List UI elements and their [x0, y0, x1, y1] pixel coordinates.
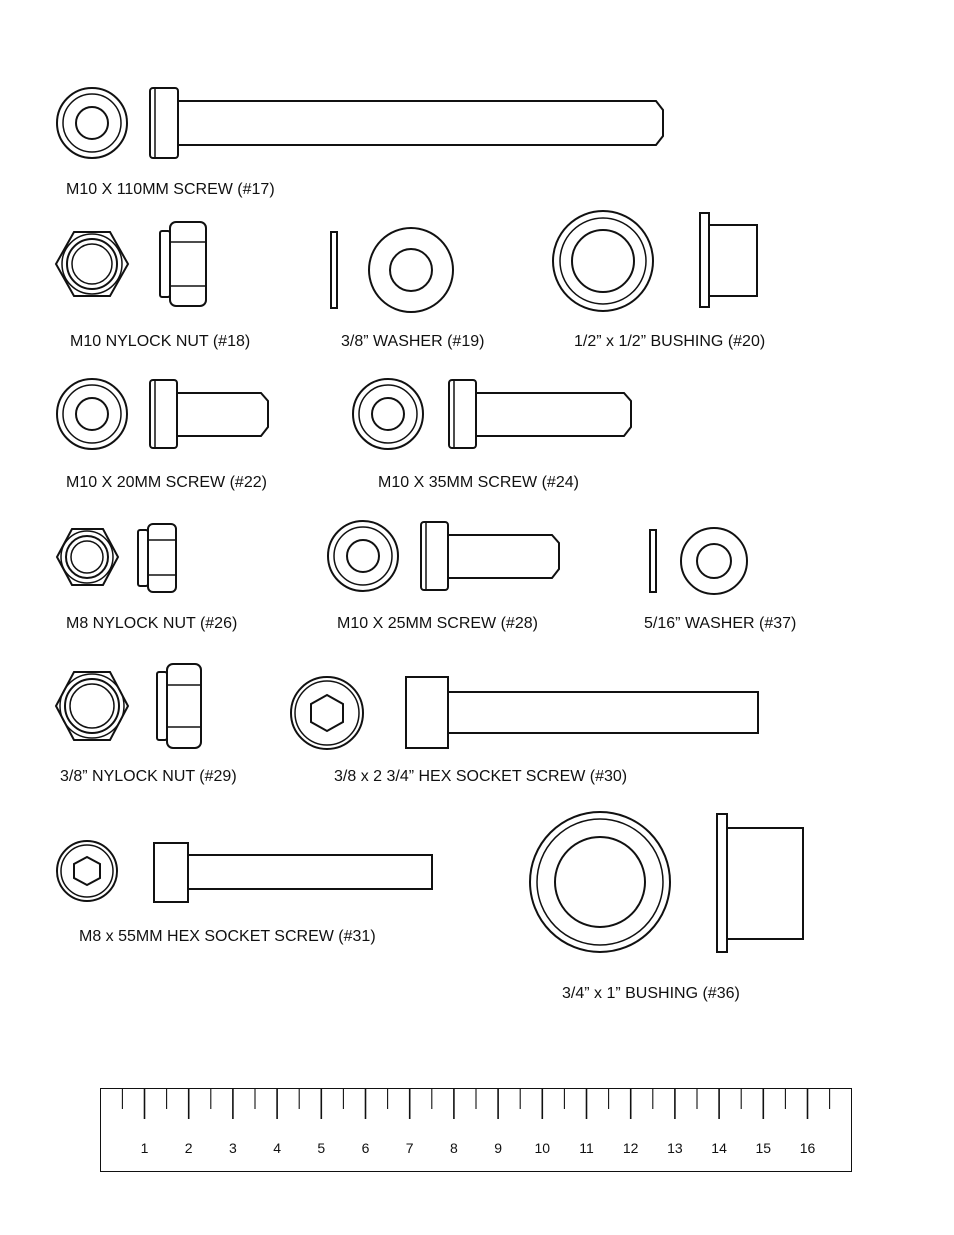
ruler-number: 6 — [361, 1140, 370, 1156]
part-label-24: M10 X 35MM SCREW (#24) — [378, 474, 579, 491]
part-label-18: M10 NYLOCK NUT (#18) — [70, 333, 251, 350]
ruler-number: 1 — [140, 1140, 149, 1156]
part-label-29: 3/8” NYLOCK NUT (#29) — [60, 768, 237, 785]
ruler-number: 2 — [184, 1140, 193, 1156]
part-label-31: M8 x 55MM HEX SOCKET SCREW (#31) — [79, 928, 376, 945]
part-label-36: 3/4” x 1” BUSHING (#36) — [562, 985, 740, 1002]
part-label-37: 5/16” WASHER (#37) — [644, 615, 797, 632]
part-label-19: 3/8” WASHER (#19) — [341, 333, 485, 350]
ruler-number: 5 — [317, 1140, 326, 1156]
part-label-28: M10 X 25MM SCREW (#28) — [337, 615, 538, 632]
ruler-number: 9 — [494, 1140, 502, 1156]
ruler-number: 11 — [579, 1140, 594, 1156]
ruler-number: 13 — [667, 1140, 683, 1156]
part-label-26: M8 NYLOCK NUT (#26) — [66, 615, 238, 632]
part-label-22: M10 X 20MM SCREW (#22) — [66, 474, 267, 491]
ruler-ticks — [101, 1089, 853, 1173]
ruler-number: 15 — [755, 1140, 772, 1156]
ruler-number: 7 — [405, 1140, 414, 1156]
ruler-number: 3 — [228, 1140, 237, 1156]
ruler-number: 8 — [449, 1140, 458, 1156]
part-label-20: 1/2” x 1/2” BUSHING (#20) — [574, 333, 766, 350]
ruler-number: 4 — [273, 1140, 281, 1156]
3-4-bushing-icon — [0, 0, 954, 1]
part-label-17: M10 X 110MM SCREW (#17) — [66, 181, 275, 198]
ruler-number: 10 — [534, 1140, 551, 1156]
part-label-30: 3/8 x 2 3/4” HEX SOCKET SCREW (#30) — [334, 768, 628, 785]
ruler-number: 16 — [799, 1140, 816, 1156]
ruler-number: 14 — [711, 1140, 727, 1156]
ruler-number: 12 — [622, 1140, 639, 1156]
ruler — [100, 1088, 852, 1172]
